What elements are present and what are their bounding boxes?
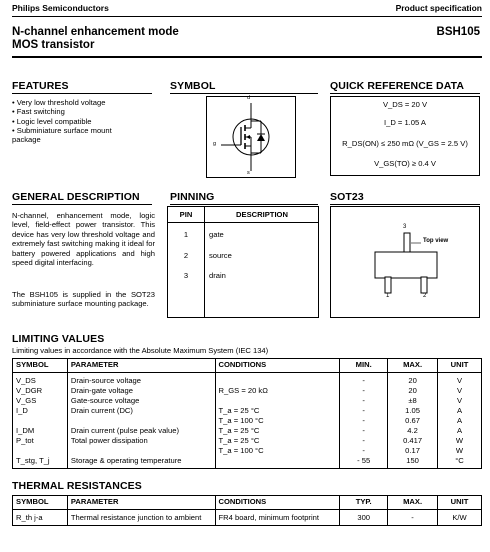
cell-max: 20 bbox=[388, 372, 438, 386]
limiting-header-row bbox=[13, 359, 482, 373]
table-row bbox=[13, 456, 482, 469]
part-number: BSH105 bbox=[436, 26, 480, 38]
col-unit: UNIT bbox=[438, 496, 482, 510]
cell-unit: °C bbox=[438, 456, 482, 469]
feature-item: package bbox=[12, 135, 41, 145]
cell-symbol: R_th j-a bbox=[13, 509, 68, 525]
col-parameter: PARAMETER bbox=[67, 496, 215, 510]
quick-ref-id: I_D = 1.05 A bbox=[383, 118, 426, 127]
cell-unit: A bbox=[438, 426, 482, 436]
cell-parameter: Total power dissipation bbox=[67, 436, 215, 446]
pin-description: gate bbox=[209, 230, 224, 239]
sot23-pin2-label: 2 bbox=[423, 293, 427, 299]
quick-ref-rdson: R_DS(ON) ≤ 250 mΩ (V_GS = 2.5 V) bbox=[342, 139, 468, 148]
pinning-table bbox=[167, 206, 319, 318]
cell-conditions: T_a = 25 °C bbox=[215, 426, 340, 436]
limiting-values-table bbox=[12, 358, 482, 469]
cell-conditions bbox=[215, 396, 340, 406]
thermal-resistances-table bbox=[12, 495, 482, 526]
cell-parameter bbox=[67, 416, 215, 426]
col-symbol: SYMBOL bbox=[13, 496, 68, 510]
cell-max: 4.2 bbox=[388, 426, 438, 436]
title-line-1: N-channel enhancement mode bbox=[12, 26, 179, 38]
cell-min: - bbox=[340, 372, 388, 386]
sot23-pin3-label: 3 bbox=[403, 224, 407, 230]
cell-parameter: Thermal resistance junction to ambient bbox=[67, 509, 215, 525]
source-pin-label: s bbox=[247, 170, 250, 176]
cell-unit: W bbox=[438, 436, 482, 446]
cell-max: 0.67 bbox=[388, 416, 438, 426]
feature-item: • Subminiature surface mount bbox=[12, 125, 112, 135]
cell-min: - bbox=[340, 406, 388, 416]
cell-parameter: Drain-source voltage bbox=[67, 372, 215, 386]
sot23-underline bbox=[330, 204, 480, 205]
col-max: MAX. bbox=[388, 359, 438, 373]
cell-symbol: V_DGR bbox=[13, 386, 68, 396]
general-description-p2: The BSH105 is supplied in the SOT23 subminiature surface mounting package. bbox=[12, 290, 155, 309]
quick-ref-vgs: V_GS(TO) ≥ 0.4 V bbox=[374, 159, 436, 168]
cell-unit: K/W bbox=[438, 509, 482, 525]
quick-ref-heading: QUICK REFERENCE DATA bbox=[330, 80, 465, 92]
pin-description: source bbox=[209, 251, 232, 260]
cell-symbol: P_tot bbox=[13, 436, 68, 446]
cell-max: 0.417 bbox=[388, 436, 438, 446]
col-unit: UNIT bbox=[438, 359, 482, 373]
limiting-values-subtitle: Limiting values in accordance with the Absolute Maximum System (IEC 134) bbox=[12, 346, 269, 355]
cell-symbol: V_DS bbox=[13, 372, 68, 386]
limiting-values-heading: LIMITING VALUES bbox=[12, 333, 105, 345]
cell-symbol bbox=[13, 416, 68, 426]
cell-min: - bbox=[340, 386, 388, 396]
cell-max: 0.17 bbox=[388, 446, 438, 456]
pinning-col-description: DESCRIPTION bbox=[236, 210, 288, 219]
cell-unit: W bbox=[438, 446, 482, 456]
col-min: MIN. bbox=[340, 359, 388, 373]
cell-min: - bbox=[340, 446, 388, 456]
mosfet-symbol-icon bbox=[207, 97, 295, 177]
cell-typ: 300 bbox=[340, 509, 388, 525]
cell-conditions bbox=[215, 372, 340, 386]
cell-unit: V bbox=[438, 386, 482, 396]
cell-symbol: I_DM bbox=[13, 426, 68, 436]
drain-pin-label: d bbox=[247, 95, 251, 101]
table-row bbox=[13, 396, 482, 406]
cell-symbol: V_GS bbox=[13, 396, 68, 406]
quick-ref-box bbox=[330, 96, 480, 176]
cell-unit: V bbox=[438, 372, 482, 386]
pinning-underline bbox=[170, 204, 318, 205]
cell-unit: A bbox=[438, 406, 482, 416]
general-description-p1: N-channel, enhancement mode, logic level, field-effect power transistor. This device has very low threshold voltage and extremely fast switching making it ideal for battery powered applications and high speed digital interfacing. bbox=[12, 211, 155, 268]
table-row bbox=[13, 406, 482, 416]
cell-symbol bbox=[13, 446, 68, 456]
cell-max: 20 bbox=[388, 386, 438, 396]
cell-min: - bbox=[340, 436, 388, 446]
cell-max: 150 bbox=[388, 456, 438, 469]
cell-unit: A bbox=[438, 416, 482, 426]
cell-max: ±8 bbox=[388, 396, 438, 406]
table-row bbox=[13, 372, 482, 386]
cell-parameter: Storage & operating temperature bbox=[67, 456, 215, 469]
sot23-heading: SOT23 bbox=[330, 191, 364, 203]
table-row bbox=[13, 386, 482, 396]
col-conditions: CONDITIONS bbox=[215, 359, 340, 373]
cell-min: - bbox=[340, 416, 388, 426]
symbol-heading: SYMBOL bbox=[170, 80, 216, 92]
cell-conditions: R_GS = 20 kΩ bbox=[215, 386, 340, 396]
col-conditions: CONDITIONS bbox=[215, 496, 340, 510]
title-line-2: MOS transistor bbox=[12, 39, 95, 52]
header-rule bbox=[12, 16, 482, 17]
document-type: Product specification bbox=[395, 3, 482, 13]
company-name: Philips Semiconductors bbox=[12, 3, 109, 13]
sot23-top-view-label: Top view bbox=[423, 238, 449, 244]
features-underline bbox=[12, 93, 152, 94]
col-max: MAX. bbox=[388, 496, 438, 510]
cell-max: - bbox=[388, 509, 438, 525]
cell-symbol: T_stg, T_j bbox=[13, 456, 68, 469]
thermal-header-row bbox=[13, 496, 482, 510]
document-title bbox=[12, 26, 179, 52]
quick-ref-underline bbox=[330, 93, 480, 94]
feature-item: • Fast switching bbox=[12, 107, 65, 117]
cell-parameter: Drain-gate voltage bbox=[67, 386, 215, 396]
cell-max: 1.05 bbox=[388, 406, 438, 416]
symbol-underline bbox=[170, 93, 318, 94]
pinning-col-pin: PIN bbox=[179, 210, 193, 219]
sot23-pin1-label: 1 bbox=[386, 293, 390, 299]
features-heading: FEATURES bbox=[12, 80, 69, 92]
thermal-resistances-heading: THERMAL RESISTANCES bbox=[12, 480, 142, 492]
cell-conditions: T_a = 25 °C bbox=[215, 436, 340, 446]
cell-conditions: FR4 board, minimum footprint bbox=[215, 509, 340, 525]
pin-number: 3 bbox=[183, 271, 189, 280]
table-row bbox=[13, 426, 482, 436]
gate-pin-label: g bbox=[213, 141, 217, 147]
general-description-underline bbox=[12, 204, 152, 205]
title-rule bbox=[12, 56, 482, 58]
cell-min: - bbox=[340, 396, 388, 406]
features-list bbox=[12, 98, 162, 145]
cell-min: - 55 bbox=[340, 456, 388, 469]
table-row bbox=[13, 509, 482, 525]
cell-parameter: Drain current (DC) bbox=[67, 406, 215, 416]
pinning-heading: PINNING bbox=[170, 191, 215, 203]
table-row bbox=[13, 436, 482, 446]
cell-unit: V bbox=[438, 396, 482, 406]
table-row bbox=[13, 446, 482, 456]
col-symbol: SYMBOL bbox=[13, 359, 68, 373]
sot23-package-box bbox=[330, 206, 480, 318]
feature-item: • Very low threshold voltage bbox=[12, 98, 106, 107]
col-typ: TYP. bbox=[340, 496, 388, 510]
feature-item: • Logic level compatible bbox=[12, 116, 92, 126]
pin-number: 1 bbox=[183, 230, 189, 239]
cell-min: - bbox=[340, 426, 388, 436]
cell-conditions bbox=[215, 456, 340, 469]
table-row bbox=[13, 416, 482, 426]
pin-number: 2 bbox=[183, 251, 189, 260]
general-description-heading: GENERAL DESCRIPTION bbox=[12, 191, 140, 203]
quick-ref-vds: V_DS = 20 V bbox=[382, 100, 428, 109]
cell-parameter bbox=[67, 446, 215, 456]
pinning-divider bbox=[204, 207, 205, 317]
pin-description: drain bbox=[209, 271, 226, 280]
cell-conditions: T_a = 100 °C bbox=[215, 446, 340, 456]
cell-parameter: Gate-source voltage bbox=[67, 396, 215, 406]
mosfet-symbol-box bbox=[206, 96, 296, 178]
cell-parameter: Drain current (pulse peak value) bbox=[67, 426, 215, 436]
cell-conditions: T_a = 25 °C bbox=[215, 406, 340, 416]
col-parameter: PARAMETER bbox=[67, 359, 215, 373]
cell-conditions: T_a = 100 °C bbox=[215, 416, 340, 426]
cell-symbol: I_D bbox=[13, 406, 68, 416]
